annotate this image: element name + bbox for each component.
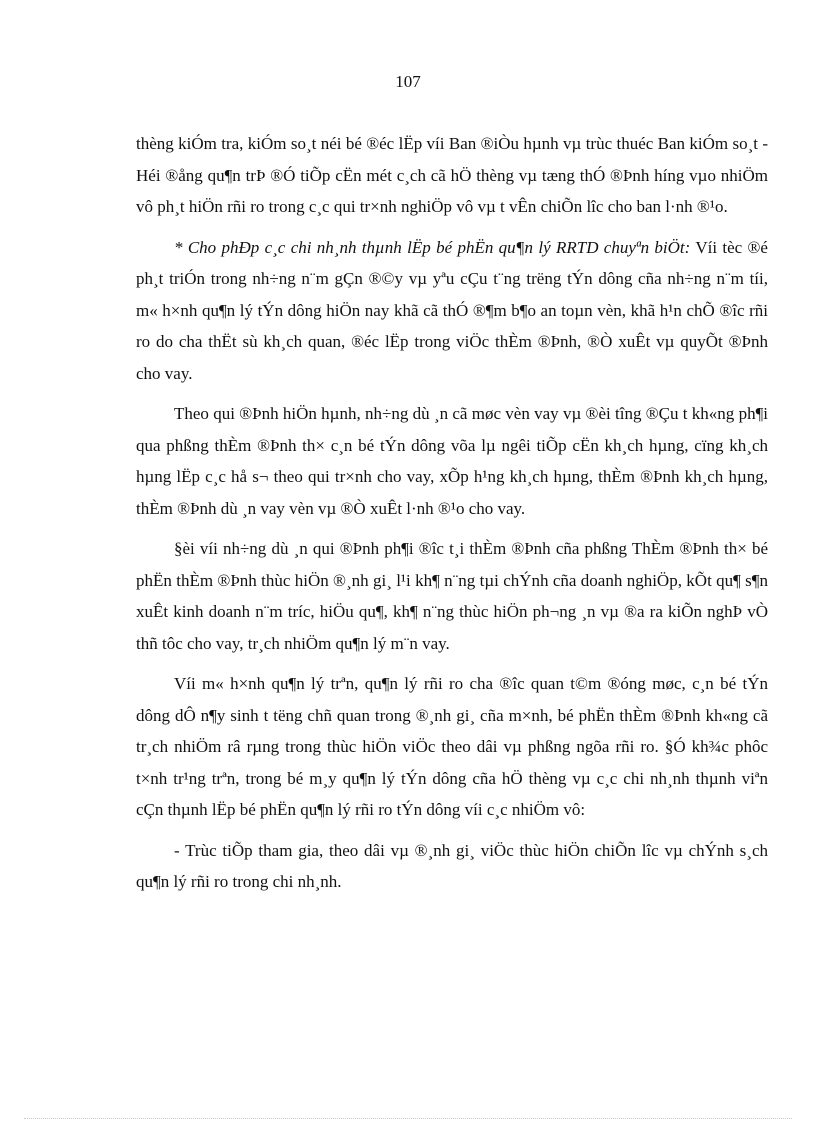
- document-body: [136, 128, 768, 907]
- paragraph-6: [136, 835, 768, 898]
- paragraph-3-text: Theo qui ®Þnh hiÖn hµnh, nh÷ng dù ¸n cã møc vèn vay vµ ®èi tîng ®Çu t kh«ng ph¶i qua phßng thÈm ®Þnh th× c¸n bé tÝn dông võa lµ ngêi tiÕp cËn kh¸ch hµng, cïng kh¸ch hµng lËp c¸c hå s¬ theo qui tr×nh cho vay, xÕp h¹ng kh¸ch hµng, thÈm ®Þnh kh¸ch hµng, thÈm ®Þnh dù ¸n vay vèn vµ ®Ò xuÊt l·nh ®¹o cho vay.: [136, 404, 768, 518]
- paragraph-4-text: §èi víi nh÷ng dù ¸n qui ®Þnh ph¶i ®îc t¸i thÈm ®Þnh cña phßng ThÈm ®Þnh th× bé phËn thÈm ®Þnh thùc hiÖn ®¸nh gi¸ l¹i kh¶ n¨ng tµi chÝnh cña doanh nghiÖp, kÕt qu¶ s¶n xuÊt kinh doanh n¨m tríc, hiÖu qu¶, kh¶ n¨ng thùc hiÖn ph¬ng ¸n vµ ®a ra kiÕn nghÞ vÒ thñ tôc cho vay, tr¸ch nhiÖm qu¶n lý m¨n vay.: [136, 539, 768, 653]
- paragraph-5: [136, 668, 768, 826]
- paragraph-2-italic-lead: * Cho phÐp c¸c chi nh¸nh thµnh lËp bé phËn qu¶n lý RRTD chuyªn biÖt:: [174, 237, 691, 257]
- paragraph-1: [136, 128, 768, 223]
- paragraph-4: [136, 533, 768, 659]
- page-bottom-divider: [24, 1118, 792, 1119]
- paragraph-3: [136, 398, 768, 524]
- paragraph-5-text: Víi m« h×nh qu¶n lý trªn, qu¶n lý rñi ro cha ®îc quan t©m ®óng møc, c¸n bé tÝn dông dÔ n¶y sinh t tëng chñ quan trong ®¸nh gi¸ cña m×nh, bé phËn thÈm ®Þnh kh«ng cã tr¸ch nhiÖm râ rµng trong thùc hiÖn viÖc theo dâi vµ phßng ngõa rñi ro. §Ó kh¾c phôc t×nh tr¹ng trªn, trong bé m¸y qu¶n lý tÝn dông cña hÖ thèng vµ c¸c chi nh¸nh thµnh viªn cÇn thµnh lËp bé phËn qu¶n lý rñi ro tÝn dông víi c¸c nhiÖm vô:: [136, 674, 768, 819]
- page-number: 107: [395, 72, 421, 91]
- paragraph-1-text: thèng kiÓm tra, kiÓm so¸t néi bé ®éc lËp víi Ban ®iÒu hµnh vµ trùc thuéc Ban kiÓm so¸t - Héi ®ång qu¶n trÞ ®Ó tiÕp cËn mét c¸ch cã hÖ thèng vµ tæng thÓ ®Þnh híng vµo nhiÖm vô ph¸t hiÖn rñi ro trong c¸c qui tr×nh nghiÖp vô vµ t vÊn chiÕn lîc cho ban l·nh ®¹o.: [136, 134, 768, 216]
- paragraph-6-text: - Trùc tiÕp tham gia, theo dâi vµ ®¸nh gi¸ viÖc thùc hiÖn chiÕn lîc vµ chÝnh s¸ch qu¶n lý rñi ro trong chi nh¸nh.: [136, 840, 768, 891]
- paragraph-2: [136, 232, 768, 390]
- paragraph-2-text: Víi tèc ®é ph¸t triÓn trong nh÷ng n¨m gÇn ®©y vµ yªu cÇu t¨ng trëng tÝn dông cña nh÷ng n¨m tíi, m« h×nh qu¶n lý tÝn dông hiÖn nay khã cã thÓ ®¶m b¶o an toµn vèn, khã h¹n chÕ ®îc rñi ro do cha thËt sù kh¸ch quan, ®éc lËp trong viÖc thÈm ®Þnh, ®Ò xuÊt vµ quyÕt ®Þnh cho vay.: [136, 237, 768, 383]
